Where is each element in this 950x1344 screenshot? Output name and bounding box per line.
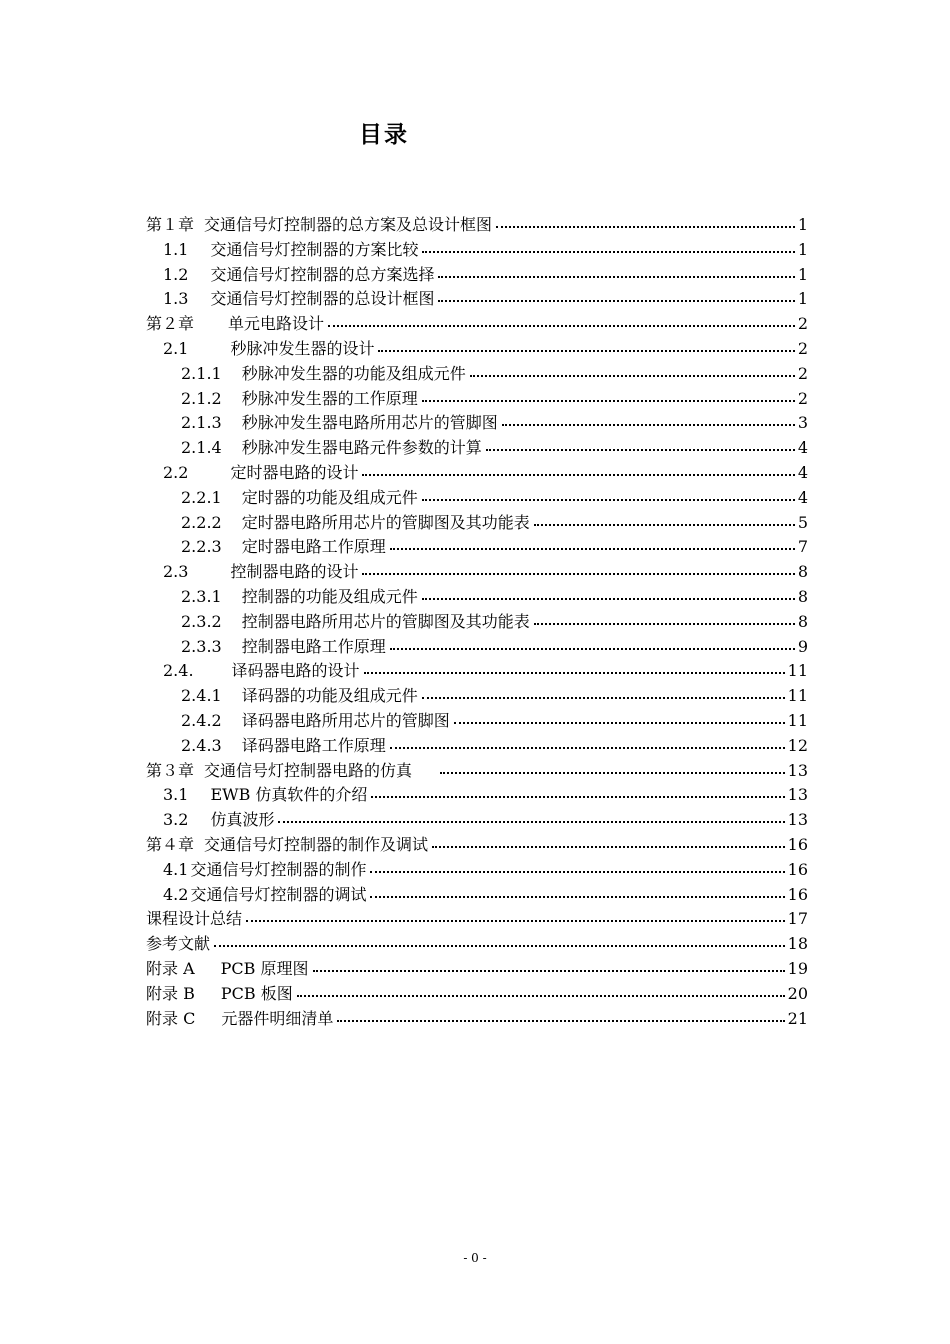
toc-entry[interactable] bbox=[146, 683, 808, 708]
toc-entry[interactable] bbox=[146, 262, 808, 287]
toc-entry-page: 2 bbox=[797, 338, 808, 358]
toc-entry-page: 2 bbox=[797, 314, 808, 334]
toc-entry-number: 4.2 bbox=[163, 884, 189, 904]
toc-entry-number: 1.2 bbox=[163, 264, 189, 284]
toc-leader-dots bbox=[534, 623, 795, 625]
toc-leader-dots bbox=[278, 821, 784, 823]
toc-entry-title: 交通信号灯控制器的制作 bbox=[190, 859, 367, 879]
toc-entry-page: 9 bbox=[797, 636, 808, 656]
toc-entry[interactable] bbox=[146, 212, 808, 237]
toc-entry-page: 17 bbox=[787, 909, 808, 929]
toc-entry-page: 4 bbox=[797, 462, 808, 482]
toc-entry-number: 2.4.3 bbox=[181, 735, 222, 755]
toc-entry-number: 2.4.2 bbox=[181, 710, 222, 730]
toc-entry[interactable] bbox=[146, 311, 808, 336]
toc-entry-number: 2.3 bbox=[163, 562, 189, 582]
toc-entry[interactable] bbox=[146, 237, 808, 262]
toc-entry-page: 3 bbox=[797, 413, 808, 433]
toc-entry-title: 定时器电路的设计 bbox=[230, 462, 359, 482]
toc-entry-title: 定时器的功能及组成元件 bbox=[241, 487, 418, 507]
toc-entry-number: 3.1 bbox=[163, 785, 189, 805]
toc-entry-page: 11 bbox=[787, 710, 808, 730]
toc-leader-dots bbox=[362, 474, 794, 476]
toc-leader-dots bbox=[422, 251, 794, 253]
toc-entry[interactable] bbox=[146, 882, 808, 907]
toc-entry-page: 13 bbox=[787, 810, 808, 830]
toc-entry-title: 控制器电路的设计 bbox=[230, 562, 359, 582]
toc-leader-dots bbox=[422, 400, 795, 402]
toc-entry-page: 16 bbox=[787, 834, 808, 854]
toc-entry-title: 秒脉冲发生器的设计 bbox=[230, 338, 375, 358]
toc-entry-number: 第４章 bbox=[146, 834, 195, 854]
toc-entry-page: 2 bbox=[797, 363, 808, 383]
page-number: - 0 - bbox=[463, 1251, 487, 1265]
toc-entry-number: 2.3.1 bbox=[181, 586, 222, 606]
toc-leader-dots bbox=[390, 548, 795, 550]
toc-entry-title: EWB 仿真软件的介绍 bbox=[210, 785, 368, 805]
toc-entry-page: 12 bbox=[787, 735, 808, 755]
toc-entry[interactable] bbox=[146, 386, 808, 411]
toc-entry[interactable] bbox=[146, 1006, 808, 1031]
toc-entry[interactable] bbox=[146, 782, 808, 807]
toc-leader-dots bbox=[370, 871, 784, 873]
toc-entry-page: 5 bbox=[797, 512, 808, 532]
toc-entry-title: 交通信号灯控制器的总方案及总设计框图 bbox=[204, 215, 493, 234]
toc-entry[interactable] bbox=[146, 733, 808, 758]
toc-entry-number: 4.1 bbox=[163, 859, 189, 879]
toc-entry-title: 仿真波形 bbox=[210, 810, 275, 830]
toc-entry-title: 定时器电路所用芯片的管脚图及其功能表 bbox=[241, 512, 530, 532]
toc-entry-number: 2.2.3 bbox=[181, 537, 222, 557]
toc-entry[interactable] bbox=[146, 832, 808, 857]
toc-entry-number: 2.1.3 bbox=[181, 413, 222, 433]
toc-entry-number: 2.3.2 bbox=[181, 611, 222, 631]
toc-leader-dots bbox=[422, 697, 785, 699]
toc-leader-dots bbox=[502, 424, 795, 426]
toc-entry[interactable] bbox=[146, 435, 808, 460]
toc-entry-title: 秒脉冲发生器电路元件参数的计算 bbox=[241, 438, 482, 458]
toc-entry-title: 译码器电路工作原理 bbox=[241, 735, 386, 755]
toc-entry-page: 1 bbox=[797, 215, 808, 234]
toc-entry[interactable] bbox=[146, 807, 808, 832]
toc-entry[interactable] bbox=[146, 361, 808, 386]
toc-entry-title: 秒脉冲发生器电路所用芯片的管脚图 bbox=[241, 413, 498, 433]
toc-entry-number: 2.4.1 bbox=[181, 686, 222, 706]
toc-entry-page: 11 bbox=[787, 661, 808, 681]
toc-entry[interactable] bbox=[146, 410, 808, 435]
toc-leader-dots bbox=[337, 1020, 784, 1022]
toc-entry-title: 元器件明细清单 bbox=[221, 1008, 334, 1028]
toc-entry-number: 附录 A bbox=[146, 958, 195, 978]
toc-entry-title: 秒脉冲发生器的功能及组成元件 bbox=[241, 363, 466, 383]
toc-entry-number: 2.2 bbox=[163, 462, 189, 482]
toc-entry-number: 第３章 bbox=[146, 760, 195, 780]
toc-entry-title: 交通信号灯控制器的制作及调试 bbox=[204, 834, 429, 854]
toc-entry-number: 2.2.2 bbox=[181, 512, 222, 532]
toc-entry-number: 1.3 bbox=[163, 289, 189, 309]
toc-entry-title: PCB 原理图 bbox=[220, 958, 309, 978]
toc-entry-page: 8 bbox=[797, 586, 808, 606]
toc-entry-page: 1 bbox=[797, 289, 808, 309]
toc-entry-number: 2.4. bbox=[163, 661, 194, 681]
toc-entry[interactable] bbox=[146, 658, 808, 683]
toc-entry[interactable] bbox=[146, 708, 808, 733]
toc-entry-number: 3.2 bbox=[163, 810, 189, 830]
toc-entry[interactable] bbox=[146, 981, 808, 1006]
toc-entry-number: 2.2.1 bbox=[181, 487, 222, 507]
toc-entry[interactable] bbox=[146, 609, 808, 634]
toc-entry[interactable] bbox=[146, 634, 808, 659]
toc-entry-title: PCB 板图 bbox=[220, 983, 293, 1003]
toc-entry[interactable] bbox=[146, 534, 808, 559]
toc-entry-title: 译码器电路所用芯片的管脚图 bbox=[241, 710, 450, 730]
toc-leader-dots bbox=[422, 499, 795, 501]
toc-entry-title: 交通信号灯控制器的调试 bbox=[190, 884, 367, 904]
toc-entry-page: 13 bbox=[787, 760, 808, 780]
toc-entry[interactable] bbox=[146, 857, 808, 882]
toc-leader-dots bbox=[370, 896, 784, 898]
toc-entry-page: 11 bbox=[787, 686, 808, 706]
toc-leader-dots bbox=[454, 722, 785, 724]
toc-entry-number: 附录 B bbox=[146, 983, 195, 1003]
toc-entry-title: 定时器电路工作原理 bbox=[241, 537, 386, 557]
toc-entry-title: 交通信号灯控制器的总设计框图 bbox=[210, 289, 435, 309]
toc-leader-dots bbox=[371, 796, 784, 798]
toc-entry[interactable] bbox=[146, 584, 808, 609]
toc-entry-title: 秒脉冲发生器的工作原理 bbox=[241, 388, 418, 408]
toc-entry-number: 2.1.4 bbox=[181, 438, 222, 458]
toc-entry-number: 第２章 bbox=[146, 314, 195, 334]
toc-entry-page: 4 bbox=[797, 487, 808, 507]
toc-entry[interactable] bbox=[146, 336, 808, 361]
toc-entry-page: 8 bbox=[797, 611, 808, 631]
toc-leader-dots bbox=[440, 772, 785, 774]
toc-entry[interactable] bbox=[146, 758, 808, 783]
toc-entry-title: 译码器电路的设计 bbox=[231, 661, 360, 681]
toc-leader-dots bbox=[390, 648, 795, 650]
toc-entry-title: 参考文献 bbox=[146, 934, 211, 954]
toc-entry-title: 控制器的功能及组成元件 bbox=[241, 586, 418, 606]
toc-entry-page: 16 bbox=[787, 884, 808, 904]
toc-entry-page: 2 bbox=[797, 388, 808, 408]
toc-leader-dots bbox=[313, 970, 785, 972]
toc-entry-page: 13 bbox=[787, 785, 808, 805]
toc-entry-title: 译码器的功能及组成元件 bbox=[241, 686, 418, 706]
toc-entry-title: 交通信号灯控制器电路的仿真 bbox=[204, 760, 413, 780]
toc-entry[interactable] bbox=[146, 931, 808, 956]
toc-leader-dots bbox=[438, 300, 794, 302]
toc-entry-number: 2.3.3 bbox=[181, 636, 222, 656]
toc-leader-dots bbox=[470, 375, 795, 377]
toc-entry-page: 1 bbox=[797, 264, 808, 284]
toc-leader-dots bbox=[534, 524, 795, 526]
toc-leader-dots bbox=[328, 325, 795, 327]
toc-entry-title: 控制器电路所用芯片的管脚图及其功能表 bbox=[241, 611, 530, 631]
toc-entry-number: 第１章 bbox=[146, 215, 195, 234]
toc-entry[interactable] bbox=[146, 286, 808, 311]
toc-leader-dots bbox=[246, 920, 785, 922]
toc-leader-dots bbox=[362, 573, 794, 575]
toc-entry-page: 20 bbox=[787, 983, 808, 1003]
toc-entry-title: 交通信号灯控制器的方案比较 bbox=[210, 239, 419, 259]
toc-entry-title: 单元电路设计 bbox=[228, 314, 325, 334]
toc-entry[interactable] bbox=[146, 485, 808, 510]
toc-entry[interactable] bbox=[146, 559, 808, 584]
toc-entry-page: 18 bbox=[787, 934, 808, 954]
toc-entry-page: 7 bbox=[797, 537, 808, 557]
toc-entry-page: 8 bbox=[797, 562, 808, 582]
toc-entry-number: 附录 C bbox=[146, 1008, 196, 1028]
toc-entry-page: 4 bbox=[797, 438, 808, 458]
toc-leader-dots bbox=[214, 945, 785, 947]
toc-entry[interactable] bbox=[146, 460, 808, 485]
toc-entry-title: 控制器电路工作原理 bbox=[241, 636, 386, 656]
toc-entry[interactable] bbox=[146, 906, 808, 931]
toc-entry-page: 16 bbox=[787, 859, 808, 879]
toc-entry-number: 2.1 bbox=[163, 338, 189, 358]
toc-entry-number: 1.1 bbox=[163, 239, 189, 259]
toc-entry-number: 2.1.2 bbox=[181, 388, 222, 408]
toc-title: 目录 bbox=[359, 122, 409, 148]
toc-leader-dots bbox=[364, 672, 785, 674]
toc-leader-dots bbox=[496, 226, 795, 228]
toc-leader-dots bbox=[297, 995, 785, 997]
toc-entry-page: 19 bbox=[787, 958, 808, 978]
toc-entry-page: 1 bbox=[797, 239, 808, 259]
toc-entry[interactable] bbox=[146, 956, 808, 981]
toc-leader-dots bbox=[378, 350, 794, 352]
toc-leader-dots bbox=[390, 747, 785, 749]
toc-leader-dots bbox=[438, 276, 794, 278]
toc-leader-dots bbox=[422, 598, 795, 600]
toc-leader-dots bbox=[486, 449, 795, 451]
toc-entry-page: 21 bbox=[787, 1008, 808, 1028]
toc-entry-number: 2.1.1 bbox=[181, 363, 222, 383]
toc-entry-title: 交通信号灯控制器的总方案选择 bbox=[210, 264, 435, 284]
toc-entry-title: 课程设计总结 bbox=[146, 909, 243, 929]
toc-entry[interactable] bbox=[146, 510, 808, 535]
toc-leader-dots bbox=[432, 846, 785, 848]
table-of-contents bbox=[146, 212, 808, 1030]
